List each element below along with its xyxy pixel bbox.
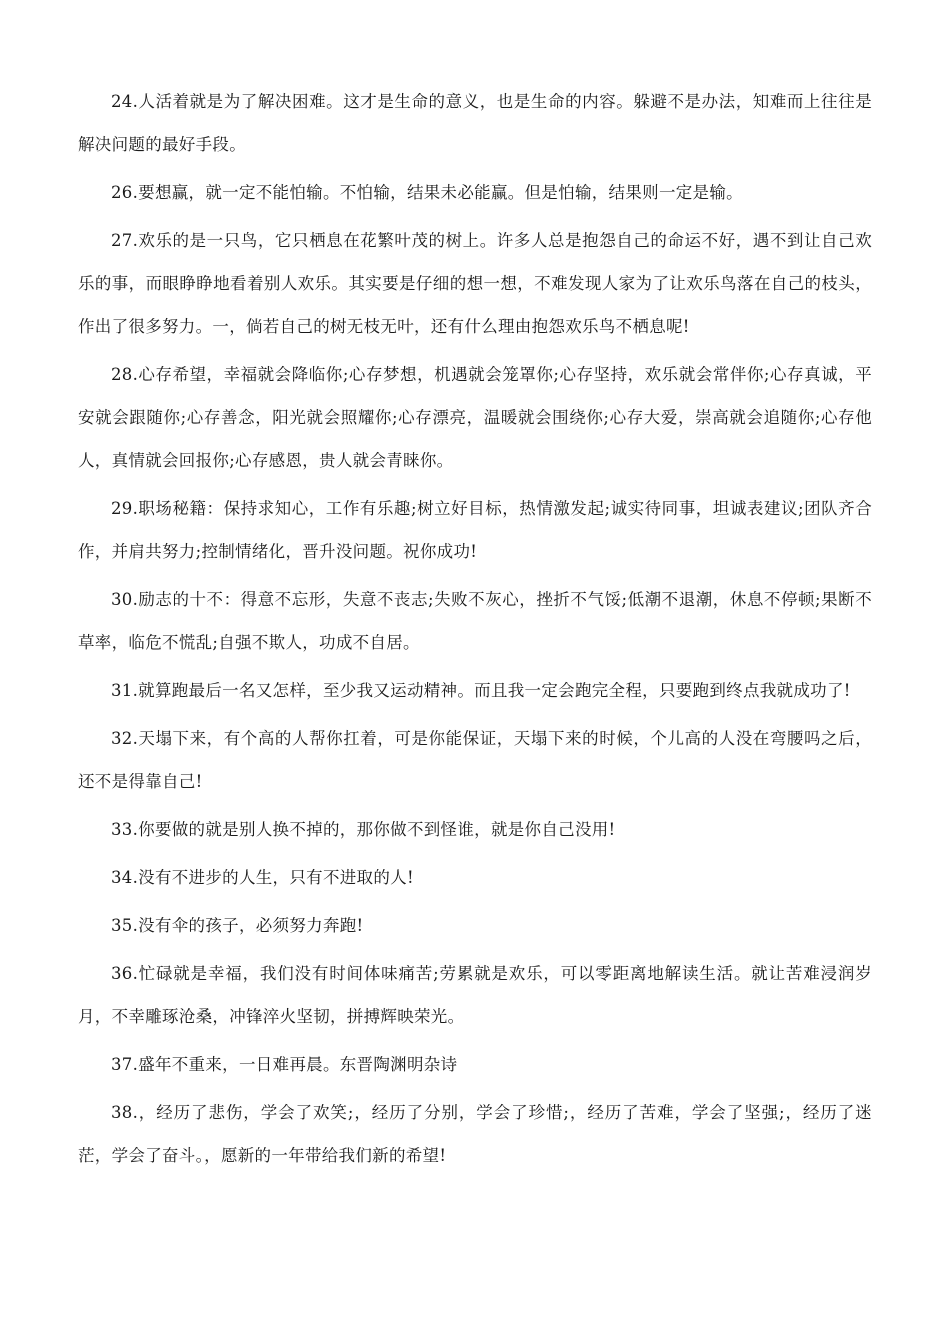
paragraph-26: 26.要想赢，就一定不能怕输。不怕输，结果未必能赢。但是怕输，结果则一定是输。 xyxy=(111,183,743,202)
paragraph-34: 34.没有不进步的人生，只有不进取的人! xyxy=(111,868,414,887)
paragraph-32: 32.天塌下来，有个高的人帮你扛着，可是你能保证，天塌下来的时候，个儿高的人没在弯腰吗之后，还不是得靠自己! xyxy=(78,729,872,791)
paragraph-28: 28.心存希望，幸福就会降临你;心存梦想，机遇就会笼罩你;心存坚持，欢乐就会常伴你;心存真诚，平安就会跟随你;心存善念，阳光就会照耀你;心存漂亮，温暖就会围绕你;心存大爱，崇高就会追随你;心存他人，真情就会回报你;心存感恩，贵人就会青睐你。 xyxy=(78,365,872,470)
paragraph-36: 36.忙碌就是幸福，我们没有时间体味痛苦;劳累就是欢乐，可以零距离地解读生活。就让苦难浸润岁月，不幸雕琢沧桑，冲锋淬火坚韧，拼搏辉映荣光。 xyxy=(78,964,872,1026)
paragraph-35: 35.没有伞的孩子，必须努力奔跑! xyxy=(111,916,364,935)
paragraph-38: 38.，经历了悲伤，学会了欢笑;，经历了分别，学会了珍惜;，经历了苦难，学会了坚强;，经历了迷茫，学会了奋斗。，愿新的一年带给我们新的希望! xyxy=(78,1103,872,1165)
paragraph-29: 29.职场秘籍：保持求知心，工作有乐趣;树立好目标，热情激发起;诚实待同事，坦诚表建议;团队齐合作，并肩共努力;控制情绪化，晋升没问题。祝你成功! xyxy=(78,499,872,561)
document-body xyxy=(78,80,872,1182)
paragraph-24: 24.人活着就是为了解决困难。这才是生命的意义，也是生命的内容。躲避不是办法，知难而上往往是解决问题的最好手段。 xyxy=(78,92,872,154)
paragraph-37: 37.盛年不重来，一日难再晨。东晋陶渊明杂诗 xyxy=(111,1055,458,1074)
paragraph-27: 27.欢乐的是一只鸟，它只栖息在花繁叶茂的树上。许多人总是抱怨自己的命运不好，遇不到让自己欢乐的事，而眼睁睁地看着别人欢乐。其实要是仔细的想一想，不难发现人家为了让欢乐鸟落在自己的枝头，作出了很多努力。一，倘若自己的树无枝无叶，还有什么理由抱怨欢乐鸟不栖息呢! xyxy=(78,231,872,336)
paragraph-30: 30.励志的十不：得意不忘形，失意不丧志;失败不灰心，挫折不气馁;低潮不退潮，休息不停顿;果断不草率，临危不慌乱;自强不欺人，功成不自居。 xyxy=(78,590,872,652)
paragraph-31: 31.就算跑最后一名又怎样，至少我又运动精神。而且我一定会跑完全程，只要跑到终点我就成功了! xyxy=(111,681,851,700)
paragraph-33: 33.你要做的就是别人换不掉的，那你做不到怪谁，就是你自己没用! xyxy=(111,820,616,839)
